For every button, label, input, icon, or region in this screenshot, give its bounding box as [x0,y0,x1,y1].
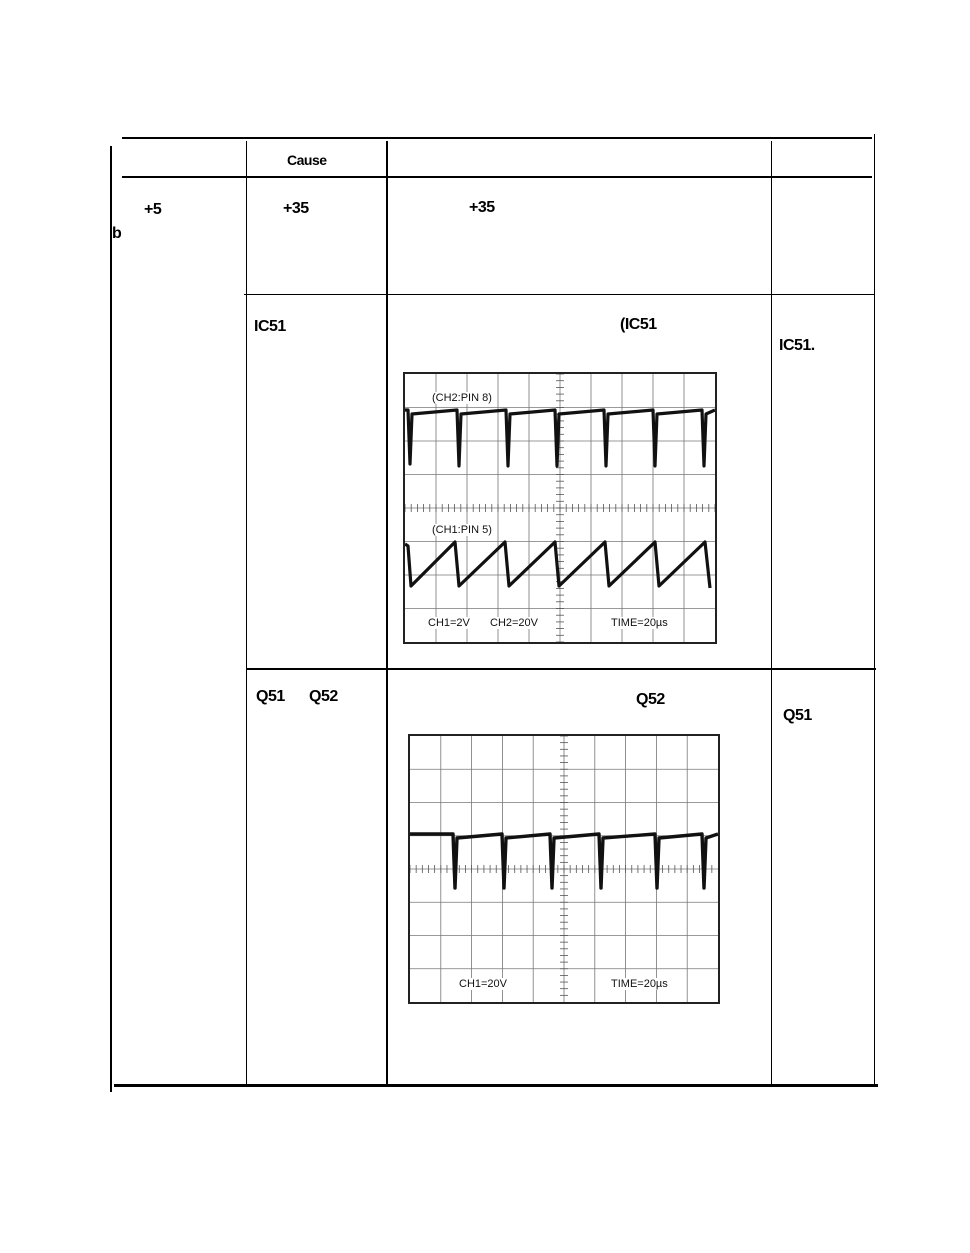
row3-cause-fragment-b: Q52 [309,688,338,705]
oscilloscope-trace-2 [408,734,720,1004]
table-right-border [874,134,875,1086]
col-divider-2 [386,141,388,1086]
row3-cause-fragment-a: Q51 [256,688,285,705]
row-divider-2 [246,668,876,670]
table-header-rule [122,176,872,178]
row2-check-fragment: (IC51 [620,316,657,333]
oscilloscope-trace-1 [403,372,717,644]
row1-symptom-fragment-1: +5 [144,201,162,218]
header-cause: Cause [287,152,327,168]
ch1-sawtooth-trace [405,542,710,588]
oscilloscope-1-display [405,374,715,642]
scope1-ch1-label: (CH1:PIN 5) [432,524,492,536]
table-top-rule [122,137,872,139]
row1-check-fragment: +35 [469,199,495,216]
scope1-ch1-setting: CH1=2V [428,617,470,629]
scope1-time-setting: TIME=20µs [611,617,668,629]
row-divider-1 [244,294,874,295]
col-divider-3 [771,141,772,1086]
oscilloscope-2-display [410,736,718,1002]
row3-check-fragment: Q52 [636,691,665,708]
scope2-ch1-setting: CH1=20V [459,978,508,990]
row2-remedy-fragment: IC51. [779,337,815,354]
table-left-border [110,146,112,1092]
table-bottom-rule [114,1084,878,1087]
row1-cause-fragment: +35 [283,200,309,217]
scope1-ch2-setting: CH2=20V [490,617,539,629]
row1-symptom-fragment-2: b [112,225,122,242]
scope1-ch2-label: (CH2:PIN 8) [432,392,492,404]
col-divider-1 [246,141,247,1086]
row3-remedy-fragment: Q51 [783,707,812,724]
row2-cause-fragment: IC51 [254,318,286,335]
scope2-time-setting: TIME=20µs [611,978,668,990]
